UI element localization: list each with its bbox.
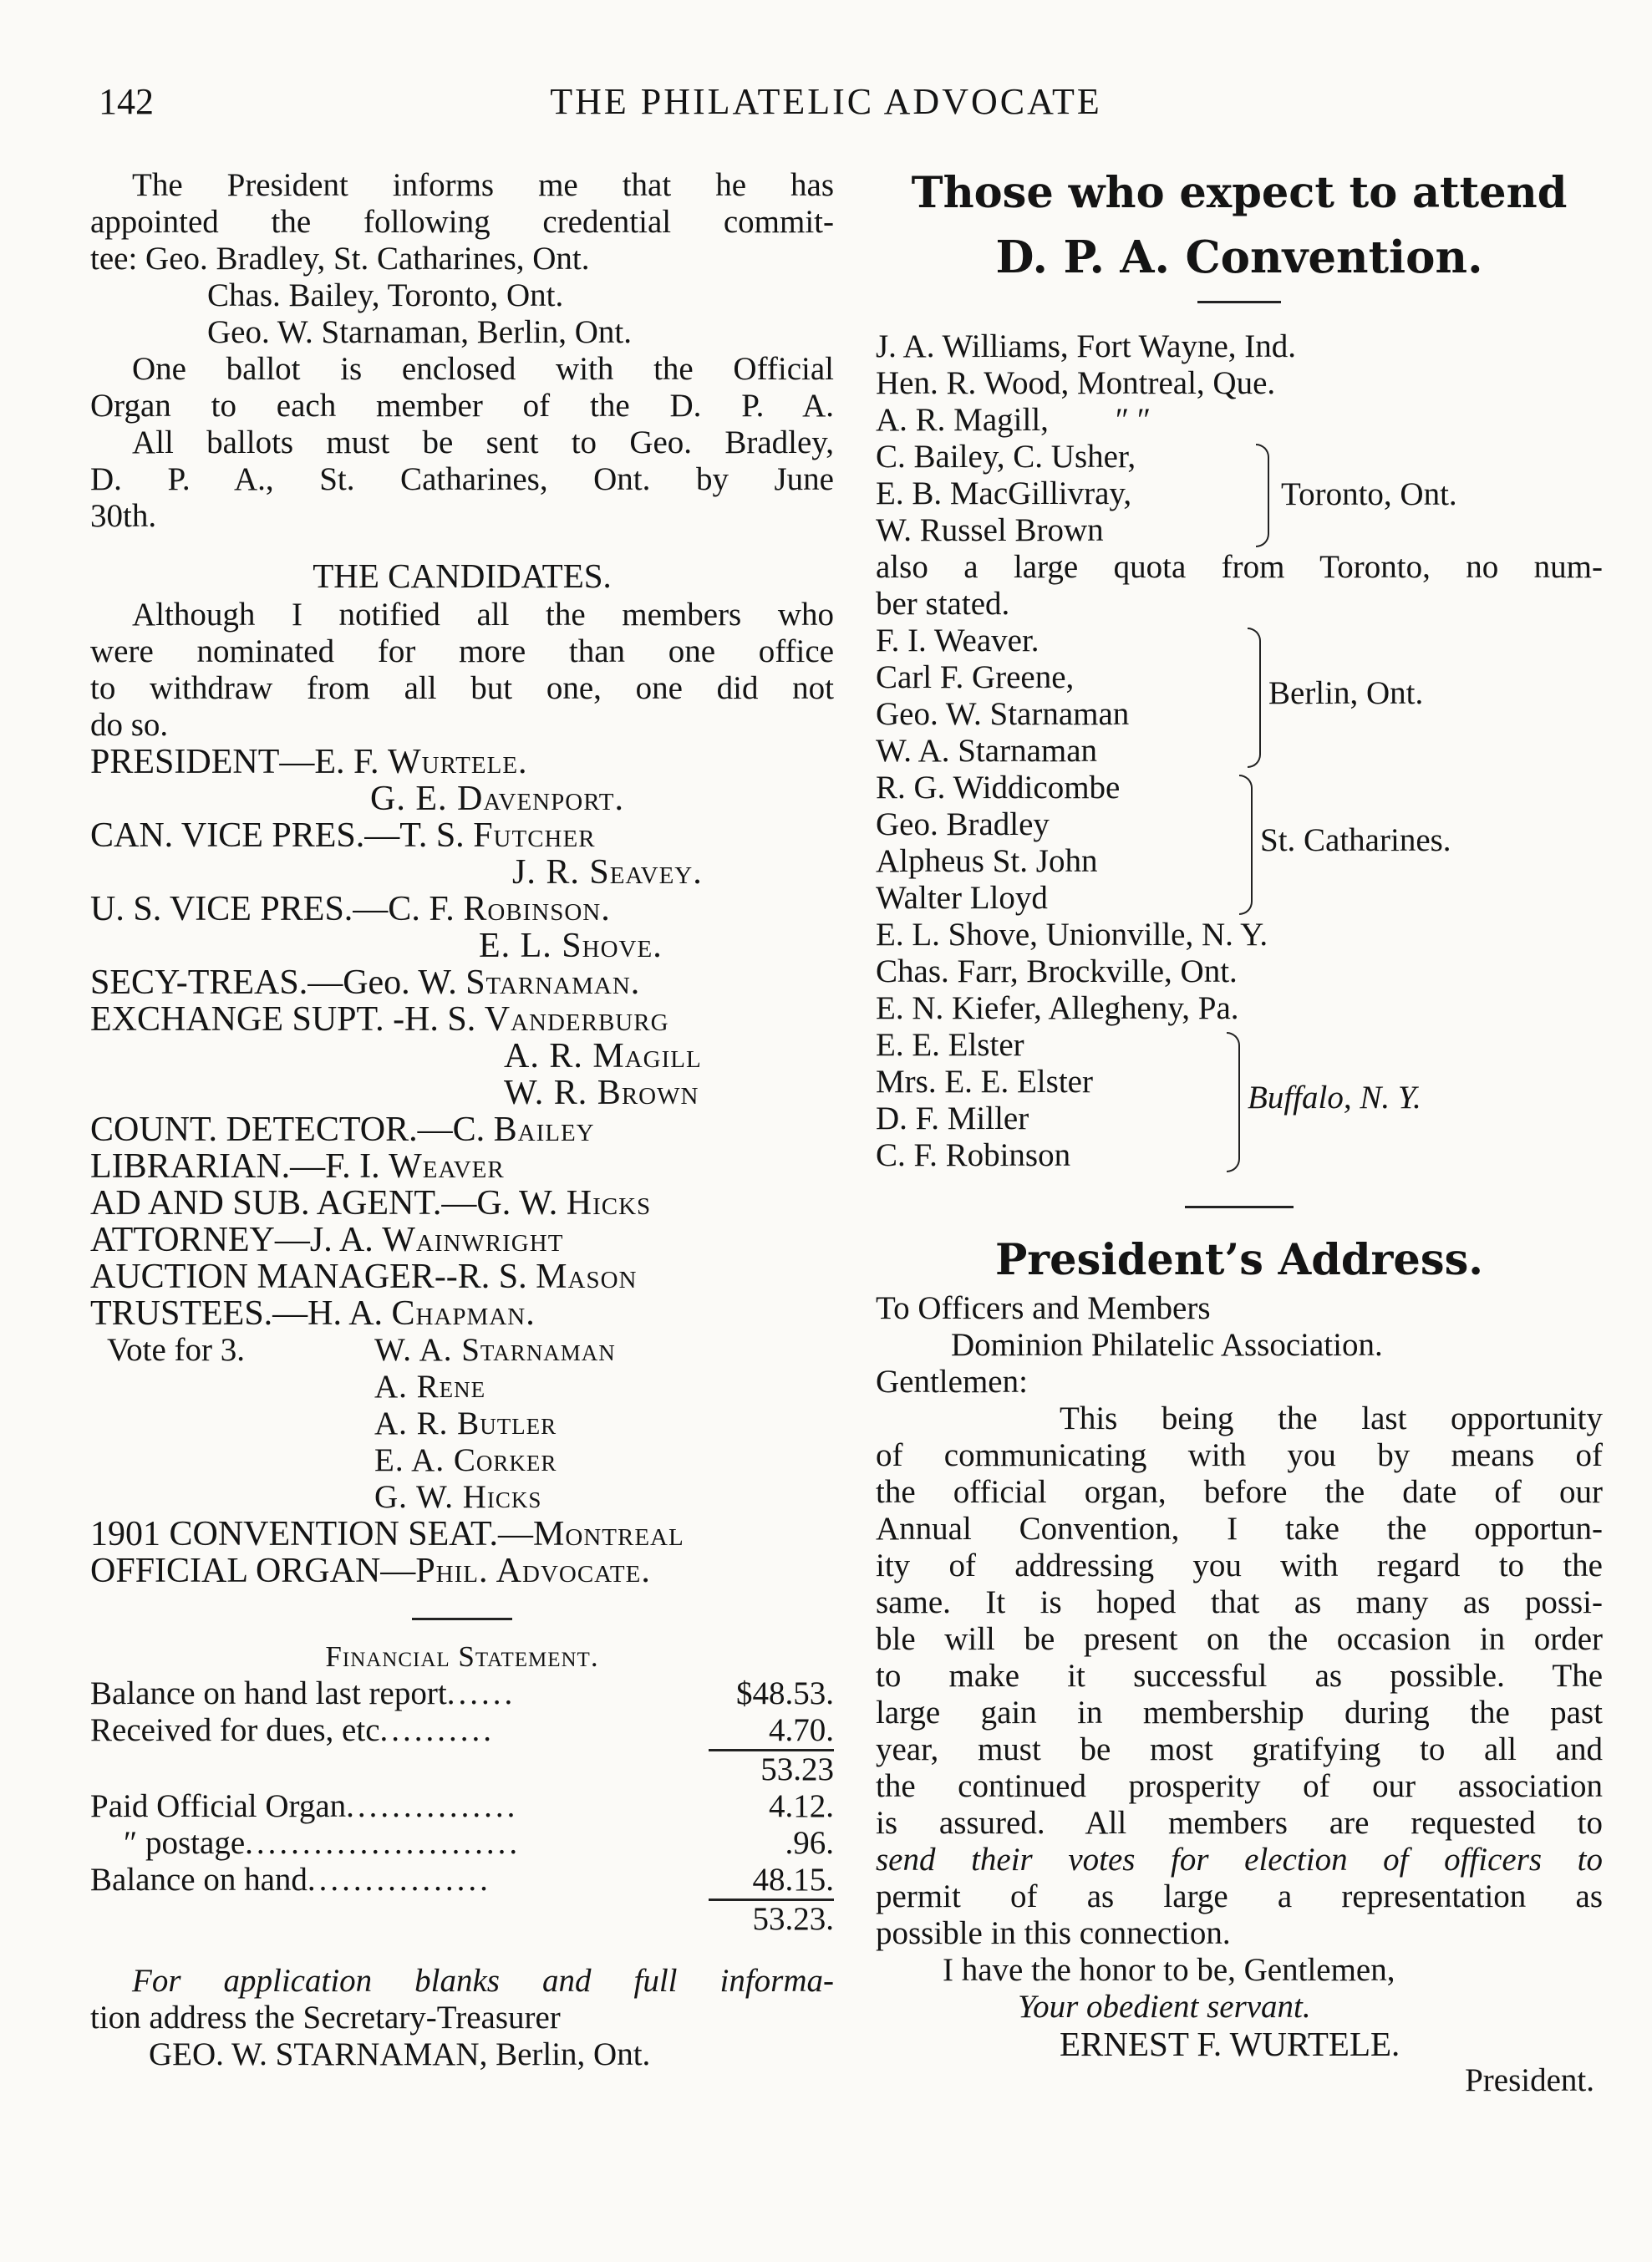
address-line: possible in this connection.	[876, 1915, 1231, 1951]
group-place: Toronto, Ont.	[1281, 476, 1457, 512]
group-brace	[1227, 1032, 1240, 1172]
candidate-line: A. R. Magill	[504, 1037, 702, 1075]
financial-row: ″ postage........................ .96.	[124, 1825, 834, 1861]
address-line: send their votes for election of officers to	[876, 1842, 1603, 1878]
credential-committee-notice	[90, 167, 834, 535]
candidate-line: U. S. VICE PRES.—C. F. Robinson.	[90, 890, 611, 928]
signoff-line: I have the honor to be, Gentlemen,	[943, 1952, 1395, 1988]
text-line: to withdraw from all but one, one did not	[90, 670, 834, 706]
candidates-heading: THE CANDIDATES.	[313, 557, 612, 595]
attendee-line: E. B. MacGillivray,	[876, 475, 1132, 511]
trustee-line: G. W. Hicks	[374, 1479, 542, 1515]
text-line: were nominated for more than one office	[90, 633, 834, 669]
candidate-line: CAN. VICE PRES.—T. S. Futcher	[90, 816, 596, 855]
attendee-line: E. L. Shove, Unionville, N. Y.	[876, 917, 1268, 953]
attendee-line: F. I. Weaver.	[876, 623, 1039, 658]
ditto-marks: ″ ″	[1115, 402, 1151, 438]
financial-heading: Financial Statement.	[325, 1640, 599, 1673]
attendee-line: C. F. Robinson	[876, 1137, 1071, 1173]
address-line: ble will be present on the occasion in order	[876, 1621, 1603, 1657]
attendee-line: Geo. W. Starnaman	[876, 696, 1130, 732]
text-line: tee: Geo. Bradley, St. Catharines, Ont.	[90, 241, 590, 277]
attendee-line: Walter Lloyd	[876, 880, 1048, 916]
candidate-line: G. E. Davenport.	[370, 780, 625, 818]
page-number: 142	[99, 81, 154, 122]
attendee-line: Mrs. E. E. Elster	[876, 1064, 1093, 1100]
financial-statement	[90, 1675, 834, 1938]
candidate-line: ATTORNEY—J. A. Wainwright	[90, 1221, 564, 1259]
signature: ERNEST F. WURTELE.	[1060, 2025, 1400, 2063]
attendee-line: W. Russel Brown	[876, 512, 1104, 548]
address-line: is assured. All members are requested to	[876, 1805, 1603, 1841]
text-line: tion address the Secretary-Treasurer	[90, 2000, 561, 2036]
candidate-line: E. L. Shove.	[479, 927, 663, 965]
group-brace	[1256, 444, 1269, 547]
text-line: Geo. W. Starnaman, Berlin, Ont.	[207, 314, 633, 350]
text-line: The President informs me that he has	[132, 167, 834, 203]
address-line: This being the last opportunity	[1060, 1400, 1603, 1436]
candidate-line: 1901 CONVENTION SEAT.—Montreal	[90, 1515, 684, 1553]
candidate-line: OFFICIAL ORGAN—Phil. Advocate.	[90, 1552, 651, 1590]
text-line: All ballots must be sent to Geo. Bradley,	[132, 424, 834, 460]
candidate-line: J. R. Seavey.	[512, 853, 703, 892]
divider-rule	[1197, 301, 1281, 303]
convention-heading-line2: D. P. A. Convention.	[995, 231, 1483, 283]
group-brace	[1248, 628, 1261, 768]
address-line: Annual Convention, I take the opportun-	[876, 1511, 1603, 1547]
candidate-line: PRESIDENT—E. F. Wurtele.	[90, 743, 528, 781]
attendee-list	[876, 328, 1603, 1174]
trustee-line: Vote for 3. W. A. Starnaman	[107, 1332, 616, 1368]
attendee-group-buffalo	[876, 1027, 1603, 1174]
attendee-line: Hen. R. Wood, Montreal, Que.	[876, 365, 1276, 401]
attendee-group-berlin	[876, 623, 1603, 770]
salutation-line: Gentlemen:	[876, 1364, 1028, 1400]
address-line: same. It is hoped that as many as possi-	[876, 1584, 1603, 1620]
text-line: Although I notified all the members who	[132, 597, 834, 633]
address-line: the official organ, before the date of our	[876, 1474, 1603, 1510]
group-place: Buffalo, N. Y.	[1248, 1080, 1421, 1116]
text-line: Organ to each member of the D. P. A.	[90, 388, 834, 424]
attendee-line: D. F. Miller	[876, 1101, 1029, 1136]
address-line: large gain in membership during the past	[876, 1695, 1603, 1731]
servant-line: Your obedient servant.	[1018, 1989, 1311, 2025]
salutation-line: Dominion Philatelic Association.	[951, 1327, 1383, 1363]
divider-rule	[1185, 1206, 1294, 1208]
left-column	[90, 167, 834, 2073]
candidates-intro	[90, 597, 834, 744]
attendee-line: R. G. Widdicombe	[876, 770, 1121, 806]
trustee-line: E. A. Corker	[374, 1442, 557, 1478]
attendee-line: Chas. Farr, Brockville, Ont.	[876, 953, 1238, 989]
page-header	[0, 80, 1652, 130]
financial-row: Received for dues, etc.......... 4.70.	[90, 1712, 834, 1748]
attendee-line: ber stated.	[876, 586, 1010, 622]
text-line: appointed the following credential commit-	[90, 204, 834, 240]
attendee-line: Alpheus St. John	[876, 843, 1098, 879]
running-title: THE PHILATELIC ADVOCATE	[550, 81, 1102, 122]
attendee-line: E. E. Elster	[876, 1027, 1024, 1063]
presidents-address	[876, 1290, 1603, 2099]
address-line: to make it successful as possible. The	[876, 1658, 1603, 1694]
attendee-group-st-catharines	[876, 770, 1603, 917]
signature-title: President.	[1465, 2062, 1594, 2098]
candidate-line: AD AND SUB. AGENT.—G. W. Hicks	[90, 1184, 652, 1222]
text-line: One ballot is enclosed with the Official	[132, 351, 834, 387]
candidate-line: LIBRARIAN.—F. I. Weaver	[90, 1147, 505, 1186]
attendee-line: C. Bailey, C. Usher,	[876, 439, 1136, 475]
attendee-line: Carl F. Greene,	[876, 659, 1075, 695]
attendee-line: W. A. Starnaman	[876, 733, 1098, 769]
text-line: 30th.	[90, 498, 157, 534]
financial-row: Balance on hand last report...... $48.53.	[90, 1675, 834, 1711]
candidate-line: AUCTION MANAGER--R. S. Mason	[90, 1258, 638, 1296]
group-brace	[1239, 775, 1253, 915]
address-line: permit of as large a representation as	[876, 1878, 1603, 1914]
address-heading: President’s Address.	[994, 1235, 1484, 1285]
convention-heading-line1: Those who expect to attend	[911, 168, 1568, 218]
salutation-line: To Officers and Members	[876, 1290, 1211, 1326]
right-column	[876, 167, 1603, 2099]
text-line: do so.	[90, 707, 169, 743]
financial-row: Balance on hand................ 48.15.	[90, 1862, 834, 1898]
text-line: For application blanks and full informa-	[132, 1963, 834, 1999]
financial-row: 53.23	[90, 1749, 834, 1788]
candidate-line: SECY-TREAS.—Geo. W. Starnaman.	[90, 963, 641, 1002]
group-place: Berlin, Ont.	[1268, 675, 1424, 711]
address-line: the continued prosperity of our association	[876, 1768, 1603, 1804]
financial-row: 53.23.	[90, 1899, 834, 1938]
group-place: St. Catharines.	[1260, 822, 1451, 858]
address-line: of communicating with you by means of	[876, 1437, 1603, 1473]
attendee-line: A. R. Magill, ″ ″	[876, 402, 1151, 438]
attendee-line: also a large quota from Toronto, no num-	[876, 549, 1603, 585]
closing-note	[90, 1963, 834, 2073]
attendee-line: Geo. Bradley	[876, 806, 1050, 842]
trustee-line: A. R. Butler	[374, 1405, 557, 1441]
candidates-list	[90, 744, 834, 1589]
text-line: GEO. W. STARNAMAN, Berlin, Ont.	[149, 2036, 651, 2072]
address-line: ity of addressing you with regard to the	[876, 1548, 1603, 1583]
text-line: Chas. Bailey, Toronto, Ont.	[207, 277, 564, 313]
text-line: D. P. A., St. Catharines, Ont. by June	[90, 461, 834, 497]
address-line: year, must be most gratifying to all and	[876, 1731, 1603, 1767]
attendee-line: J. A. Williams, Fort Wayne, Ind.	[876, 328, 1297, 364]
financial-row: Paid Official Organ............... 4.12.	[90, 1788, 834, 1824]
attendee-line: E. N. Kiefer, Allegheny, Pa.	[876, 990, 1239, 1026]
candidate-line: TRUSTEES.—H. A. Chapman.	[90, 1294, 536, 1333]
candidate-line: COUNT. DETECTOR.—C. Bailey	[90, 1111, 595, 1149]
trustee-line: A. Rene	[374, 1369, 486, 1405]
divider-rule	[412, 1618, 512, 1620]
candidate-line: EXCHANGE SUPT. -H. S. Vanderburg	[90, 1000, 669, 1039]
candidate-line: W. R. Brown	[504, 1074, 699, 1112]
attendee-group-toronto	[876, 439, 1603, 549]
